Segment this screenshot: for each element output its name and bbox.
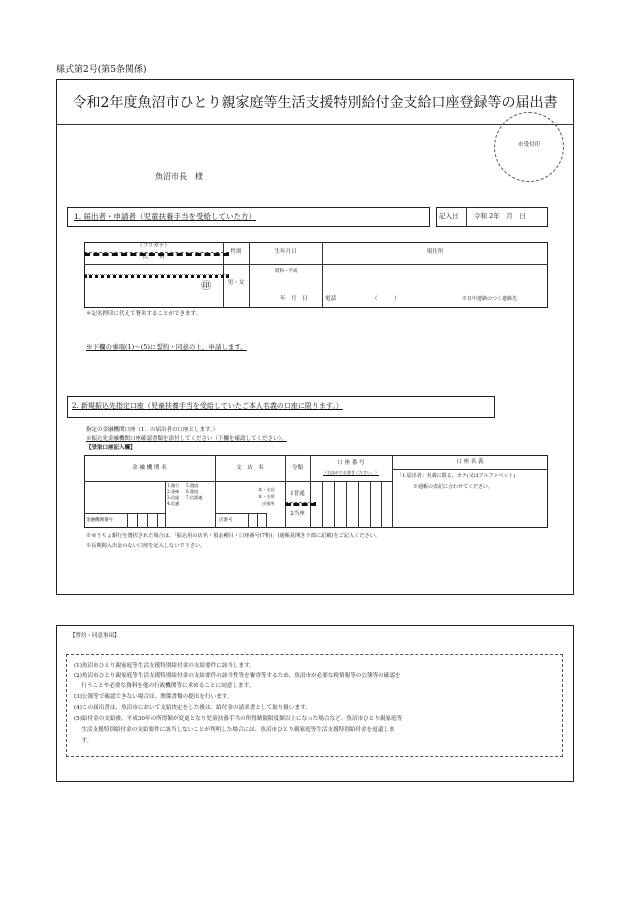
- furigana-input[interactable]: [86, 266, 221, 274]
- stamp-label: 市受付印: [517, 142, 540, 148]
- col-bank: 金 融 機 関 名: [132, 465, 167, 471]
- bank-type-6[interactable]: 6.漁協: [186, 489, 199, 494]
- col-holder: 口 座 名 義: [456, 459, 484, 465]
- account-note1: 指定の金融機関口座（1．の届出者の口座とします。）: [86, 427, 219, 433]
- col-type: 分類: [291, 465, 303, 471]
- account-type-ordinary[interactable]: 1普通: [290, 491, 305, 497]
- account-number-input[interactable]: [311, 482, 391, 527]
- pledge-item-2: (2)魚沼市ひとり親家庭等生活支援特別給付金の支給要件の該当性等を審査等するため、魚沼市が必要な税情報等の公簿等の確認を: [74, 673, 401, 679]
- pledge-heading: 【誓約・同意事項】: [70, 633, 120, 639]
- col-furigana: （フリガナ）: [137, 243, 170, 249]
- col-birth: 生年月日: [274, 249, 297, 255]
- gender-value[interactable]: 男・女: [227, 280, 245, 286]
- section2-heading: 2. 新規振込先指定口座（児童扶養手当を受給していたご本人名義の口座に限ります。）: [72, 402, 343, 410]
- phone-label: 電話: [325, 296, 337, 302]
- account-note2: ※振込先金融機関口座確認書類を添付してください（下欄を確認してください）。: [86, 436, 287, 442]
- branch-name-input[interactable]: [217, 483, 257, 511]
- pledge-item-5b: 生活支援特別給付金の支給要件に該当しないことが判明した場合には、魚沼市ひとり親家庭等生活支援特別給付金を返還しま: [74, 727, 395, 733]
- bank-code-label: 金融機関番号: [86, 518, 113, 523]
- bank-code-input[interactable]: [128, 514, 164, 527]
- holder-note2: ※通帳の表記に合わせてください。: [413, 484, 494, 490]
- col-name: 氏 名: [142, 254, 165, 260]
- date-value[interactable]: 令和 2年 月 日: [474, 212, 526, 220]
- date-label: 記入日: [439, 212, 459, 220]
- footnote2: ※長期間入出金のない口座を記入しないで下さい。: [86, 543, 206, 549]
- phone-note: ※日中連絡のつく連絡先: [462, 296, 518, 302]
- col-account-sub: （右詰めでお書きください。）: [323, 470, 379, 475]
- signature-note: ＊記名押印に代えて署名することができます。: [86, 311, 202, 317]
- col-branch: 支 店 名: [236, 465, 264, 471]
- entry-label: 【受取口座記入欄】: [86, 445, 136, 451]
- birth-units[interactable]: 年 月 日: [280, 296, 308, 302]
- seal-mark: ㊞: [201, 281, 211, 292]
- section1-heading: 1. 届出者・申請者（児童扶養手当を受給していた方）: [74, 212, 257, 221]
- addressee: 魚沼市長 様: [155, 172, 203, 181]
- bank-type-4[interactable]: 4.信連: [167, 501, 180, 506]
- phone-input[interactable]: （ ）: [372, 296, 400, 302]
- pledge-item-2b: 行うことや必要な資料を他の行政機関等に求めることに同意します。: [74, 683, 255, 689]
- consent-note: ※下欄の事項(1)～(5)に誓約・同意の上、申請します。: [86, 343, 247, 351]
- bank-type-2[interactable]: 2.金庫: [167, 489, 180, 494]
- branch-type-1[interactable]: 本・支店: [258, 487, 275, 492]
- form-title: 令和2年度魚沼市ひとり親家庭等生活支援特別給付金支給口座登録等の届出書: [72, 95, 558, 111]
- branch-code-input[interactable]: [249, 514, 275, 527]
- name-input[interactable]: [86, 276, 201, 306]
- holder-name-input[interactable]: [394, 494, 546, 526]
- bank-name-input[interactable]: [86, 483, 163, 511]
- pledge-item-5: (5)給付金の支給後、平成30年の所得額が変更となり児童扶養手当の所得制限限度額以上になった場合など、魚沼市ひとり親家庭等: [74, 716, 403, 722]
- col-account: 口 座 番 号: [337, 460, 365, 466]
- pledge-item-3: (3)公簿等で確認できない場合は、関係書類の提出を行います。: [74, 694, 233, 700]
- pledge-item-4: (4)この届出書は、魚沼市において支給決定をした後は、給付金の請求書として取り扱います。: [74, 705, 311, 711]
- bank-type-1[interactable]: 1.銀行: [167, 483, 180, 488]
- branch-type-2[interactable]: 本・支所: [258, 494, 275, 499]
- pledge-item-1: (1)魚沼市ひとり親家庭等生活支援特別給付金の支給要件に該当します。: [74, 663, 255, 669]
- form-number: 様式第2号(第5条関係): [56, 65, 147, 75]
- bank-type-7[interactable]: 7.信漁連: [186, 495, 203, 500]
- col-address: 現住所: [426, 249, 444, 255]
- col-gender: 性別: [230, 249, 242, 255]
- pledge-item-5c: す。: [74, 738, 93, 744]
- account-type-current[interactable]: 2当座: [290, 511, 305, 517]
- branch-code-label: 店番号: [219, 518, 233, 523]
- holder-note1: 「1.届出者」名義に限る。カナ(又はアルファベット): [397, 473, 516, 479]
- bank-type-3[interactable]: 3.信組: [167, 495, 180, 500]
- branch-type-3[interactable]: 出張所: [262, 501, 275, 506]
- bank-type-5[interactable]: 5.農協: [186, 483, 199, 488]
- era-value[interactable]: 昭和・平成: [275, 269, 298, 274]
- footnote1: ※ゆうちょ銀行を選択された場合は、「振込用の店名・預金種目・口座番号(7桁)」(通帳見開き下部に記載)をご記入ください。: [86, 533, 381, 539]
- address-input[interactable]: [324, 266, 546, 294]
